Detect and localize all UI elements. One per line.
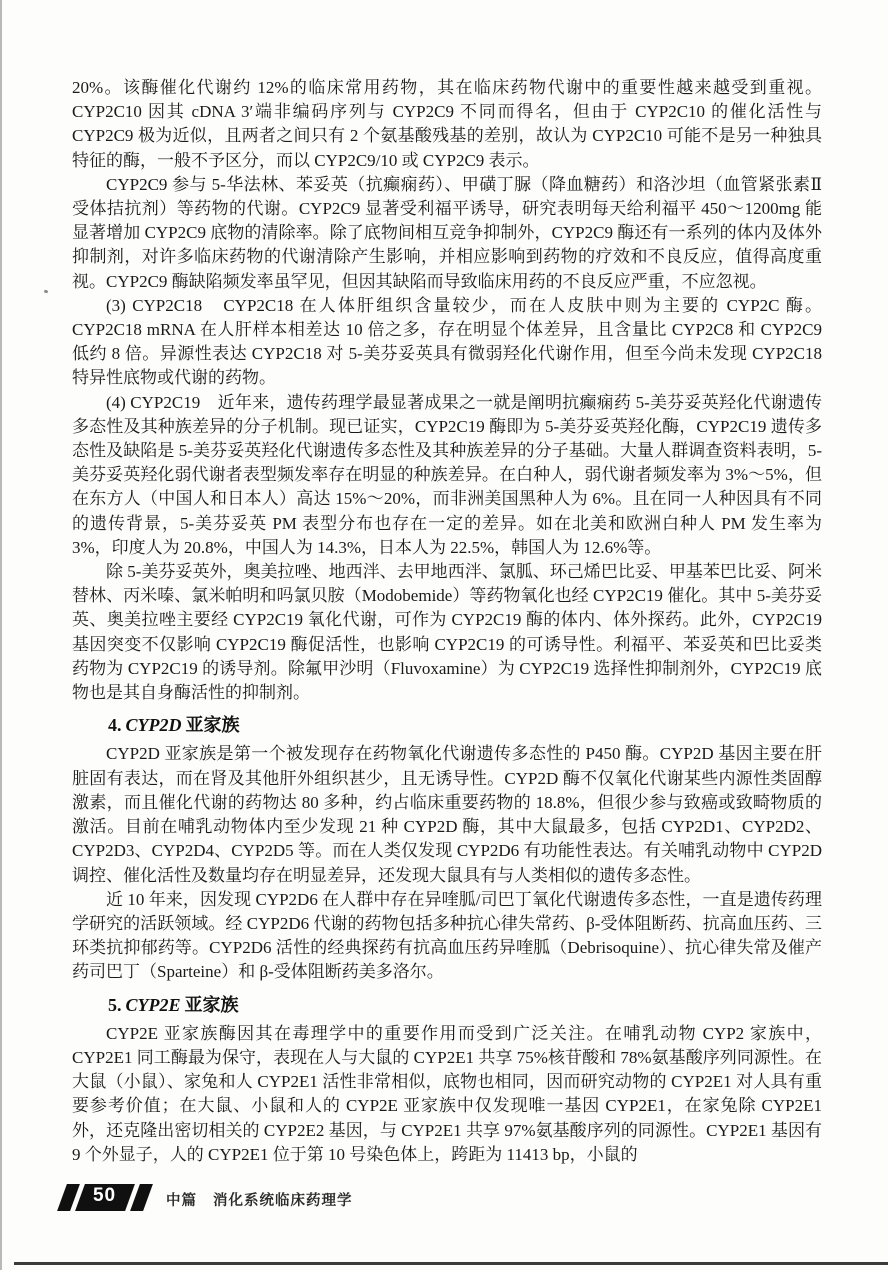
- footer-part-label: 中篇: [166, 1193, 197, 1209]
- page-number: 50: [92, 1185, 117, 1206]
- scan-bottom-edge: [14, 1262, 888, 1265]
- heading-gene-name: CYP2D: [125, 715, 182, 736]
- paragraph-cyp2d-overview: CYP2D 亚家族是第一个被发现存在药物氧化代谢遗传多态性的 P450 酶。CYP2D 基因主要在肝脏固有表达，而在肾及其他肝外组织甚少，且无诱导性。CYP2D 酶不仅氧化代谢某些内源性类固醇激素，而且催化代谢的药物达 80 多种，约占临床重要药物的 18.8%，但很少参与致癌或致畸物质的激活。目前在哺乳动物体内至少发现 21 种 CYP2D 酶，其中大鼠最多，包括 CYP2D1、CYP2D2、CYP2D3、CYP2D4、CYP2D5 等。而在人类仅发现 CYP2D6 有功能性表达。有关哺乳动物中 CYP2D 调控、催化活性及数量均存在明显差异，还发现大鼠具有与人类相似的遗传多态性。: [72, 744, 822, 885]
- heading-cyp2d-subfamily: [72, 713, 822, 737]
- scan-speck: [44, 289, 49, 293]
- heading-suffix: 亚家族: [185, 715, 240, 736]
- paragraph-cyp2c19-substrates: 除 5-美芬妥英外，奥美拉唑、地西泮、去甲地西泮、氯胍、环己烯巴比妥、甲基苯巴比妥、阿米替林、丙米嗪、氯米帕明和吗氯贝胺（Modobemide）等药物氧化也经 CYP2C19 催化。其中 5-美芬妥英、奥美拉唑主要经 CYP2C19 氧化代谢，可作为 CYP2C19 酶的体内、体外探药。此外，CYP2C19 基因突变不仅影响 CYP2C19 酶促活性，也影响 CYP2C19 的可诱导性。利福平、苯妥英和巴比妥类药物为 CYP2C19 的诱导剂。除氟甲沙明（Fluvoxamine）为 CYP2C19 选择性抑制剂外，CYP2C19 底物也是其自身酶活性的抑制剂。: [72, 562, 822, 703]
- heading-number: 5.: [108, 994, 122, 1015]
- paragraph-cyp2e-overview: CYP2E 亚家族酶因其在毒理学中的重要作用而受到广泛关注。在哺乳动物 CYP2 家族中，CYP2E1 同工酶最为保守，表现在人与大鼠的 CYP2E1 共享 75%核苷酸和 78%氨基酸序列同源性。在大鼠（小鼠）、家兔和人 CYP2E1 活性非常相似，底物也相同，因而研究动物的 CYP2E1 对人具有重要参考价值；在大鼠、小鼠和人的 CYP2E 亚家族中仅发现唯一基因 CYP2E1，在家兔除 CYP2E1 外，还克隆出密切相关的 CYP2E2 基因，与 CYP2E1 共享 97%氨基酸序列的同源性。CYP2E1 基因有 9 个外显子，人的 CYP2E1 位于第 10 号染色体上，跨距为 11413 bp，小鼠的: [72, 1023, 822, 1164]
- paragraph-cyp2c19-polymorphism: (4) CYP2C19 近年来，遗传药理学最显著成果之一就是阐明抗癫痫药 5-美芬妥英羟化代谢遗传多态性及其种族差异的分子机制。现已证实，CYP2C19 酶即为 5-美芬妥英羟化酶，CYP2C19 遗传多态性及缺陷是 5-美芬妥英羟化代谢遗传多态性及其种族差异的分子基础。大量人群调查资料表明，5-美芬妥英羟化弱代谢者表型频发率存在明显的种族差异。在白种人，弱代谢者频发率为 3%～5%，但在东方人（中国人和日本人）高达 15%～20%，而非洲美国黑种人为 6%。且在同一人种因具有不同的遗传背景，5-美芬妥英 PM 表型分布也存在一定的差异。如在北美和欧洲白种人 PM 发生率为 3%，印度人为 20.8%，中国人为 14.3%，日本人为 22.5%，韩国人为 12.6%等。: [72, 392, 822, 557]
- scan-left-edge: [0, 0, 2, 1270]
- heading-cyp2e-subfamily: [72, 993, 822, 1017]
- paragraph-cyp2d6-probes: 近 10 年来，因发现 CYP2D6 在人群中存在异喹胍/司巴丁氧化代谢遗传多态性，一直是遗传药理学研究的活跃领域。经 CYP2D6 代谢的药物包括多种抗心律失常药、β-受体阻断药、抗高血压药、三环类抗抑郁药等。CYP2D6 活性的经典探药有抗高血压药异喹胍（Debrisoquine）、抗心律失常及催产药司巴丁（Sparteine）和 β-受体阻断药美多洛尔。: [72, 889, 822, 982]
- text-column: [72, 76, 822, 1167]
- footer-section-title: [166, 1189, 353, 1210]
- paragraph-cyp2c18: (3) CYP2C18 CYP2C18 在人体肝组织含量较少，而在人皮肤中则为主要的 CYP2C 酶。CYP2C18 mRNA 在人肝样本相差达 10 倍之多，存在明显个体差异，且含量比 CYP2C8 和 CYP2C9 低约 8 倍。异源性表达 CYP2C18 对 5-美芬妥英具有微弱羟化代谢作用，但至今尚未发现 CYP2C18 特异性底物或代谢的药物。: [72, 295, 822, 388]
- paragraph-cyp2c9-continuation: 20%。该酶催化代谢约 12%的临床常用药物，其在临床药物代谢中的重要性越来越受到重视。CYP2C10 因其 cDNA 3′端非编码序列与 CYP2C9 不同而得名，但由于 CYP2C10 的催化活性与 CYP2C9 极为近似，且两者之间只有 2 个氨基酸残基的差别，故认为 CYP2C10 可能不是另一种独具特征的酶，一般不予区分，而以 CYP2C9/10 或 CYP2C9 表示。: [72, 78, 822, 170]
- heading-suffix: 亚家族: [184, 994, 239, 1015]
- page-footer: [0, 1180, 888, 1214]
- footer-book-section: 消化系统临床药理学: [213, 1193, 353, 1209]
- paragraph-cyp2c9-substrates: CYP2C9 参与 5-华法林、苯妥英（抗癫痫药）、甲磺丁脲（降血糖药）和洛沙坦（血管紧张素Ⅱ受体拮抗剂）等药物的代谢。CYP2C9 显著受利福平诱导，研究表明每天给利福平 450～1200mg 能显著增加 CYP2C9 底物的清除率。除了底物间相互竞争抑制外，CYP2C9 酶还有一系列的体内及体外抑制剂，对许多临床药物的代谢清除产生影响，并相应影响到药物的疗效和不良反应，值得高度重视。CYP2C9 酶缺陷频发率虽罕见，但因其缺陷而导致临床用药的不良反应严重，不应忽视。: [72, 174, 822, 291]
- page-number-badge: [57, 1184, 153, 1211]
- heading-number: 4.: [108, 715, 122, 736]
- heading-gene-name: CYP2E: [125, 994, 181, 1015]
